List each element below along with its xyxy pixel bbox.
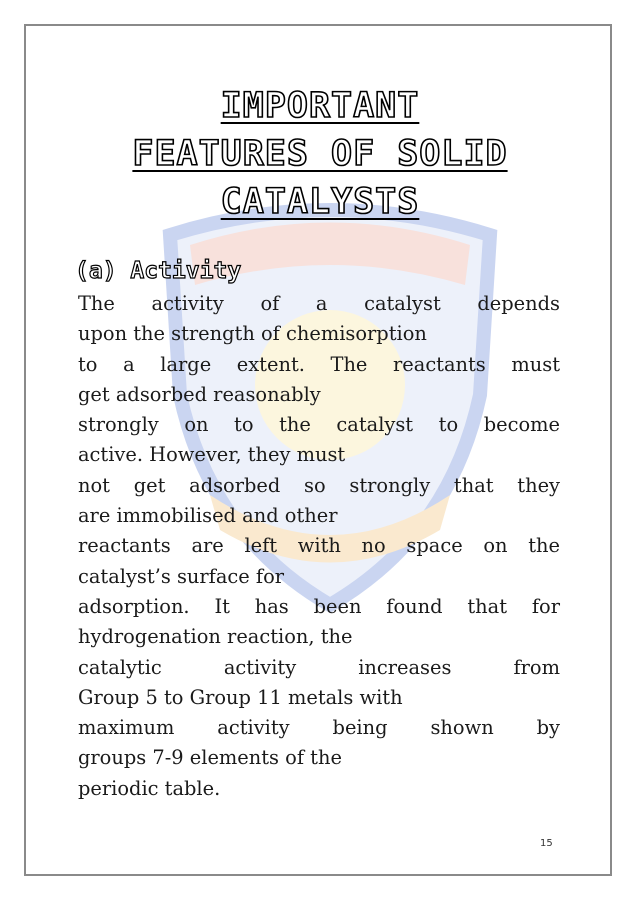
text-line: strongly on to the catalyst to become xyxy=(78,413,560,437)
page-number: 15 xyxy=(540,838,553,849)
text-line: reactants are left with no space on the xyxy=(78,534,560,558)
text-line: groups 7-9 elements of the xyxy=(78,746,342,770)
text-line: Group 5 to Group 11 metals with xyxy=(78,685,403,709)
text-line: not get adsorbed so strongly that they xyxy=(78,473,560,497)
text-line: periodic table. xyxy=(78,776,221,800)
title-line: CATALYSTS xyxy=(220,182,420,222)
text-line: The activity of a catalyst depends xyxy=(78,292,560,315)
text-line: upon the strength of chemisorption xyxy=(78,322,427,346)
section-heading: (a) Activity xyxy=(75,258,242,284)
title-line: IMPORTANT xyxy=(220,86,420,126)
text-line: active. However, they must xyxy=(78,443,346,467)
title-line: FEATURES OF SOLID xyxy=(132,134,508,174)
text-line: maximum activity being shown by xyxy=(78,716,560,740)
text-line: catalyst’s surface for xyxy=(78,564,285,588)
page-title xyxy=(70,82,570,226)
text-line: catalytic activity increases from xyxy=(78,655,560,679)
body-paragraph xyxy=(78,289,560,804)
text-line: adsorption. It has been found that for xyxy=(78,594,560,618)
text-line: hydrogenation reaction, the xyxy=(78,625,353,649)
text-line: to a large extent. The reactants must xyxy=(78,352,560,376)
text-line: are immobilised and other xyxy=(78,504,338,528)
text-line: get adsorbed reasonably xyxy=(78,382,321,406)
